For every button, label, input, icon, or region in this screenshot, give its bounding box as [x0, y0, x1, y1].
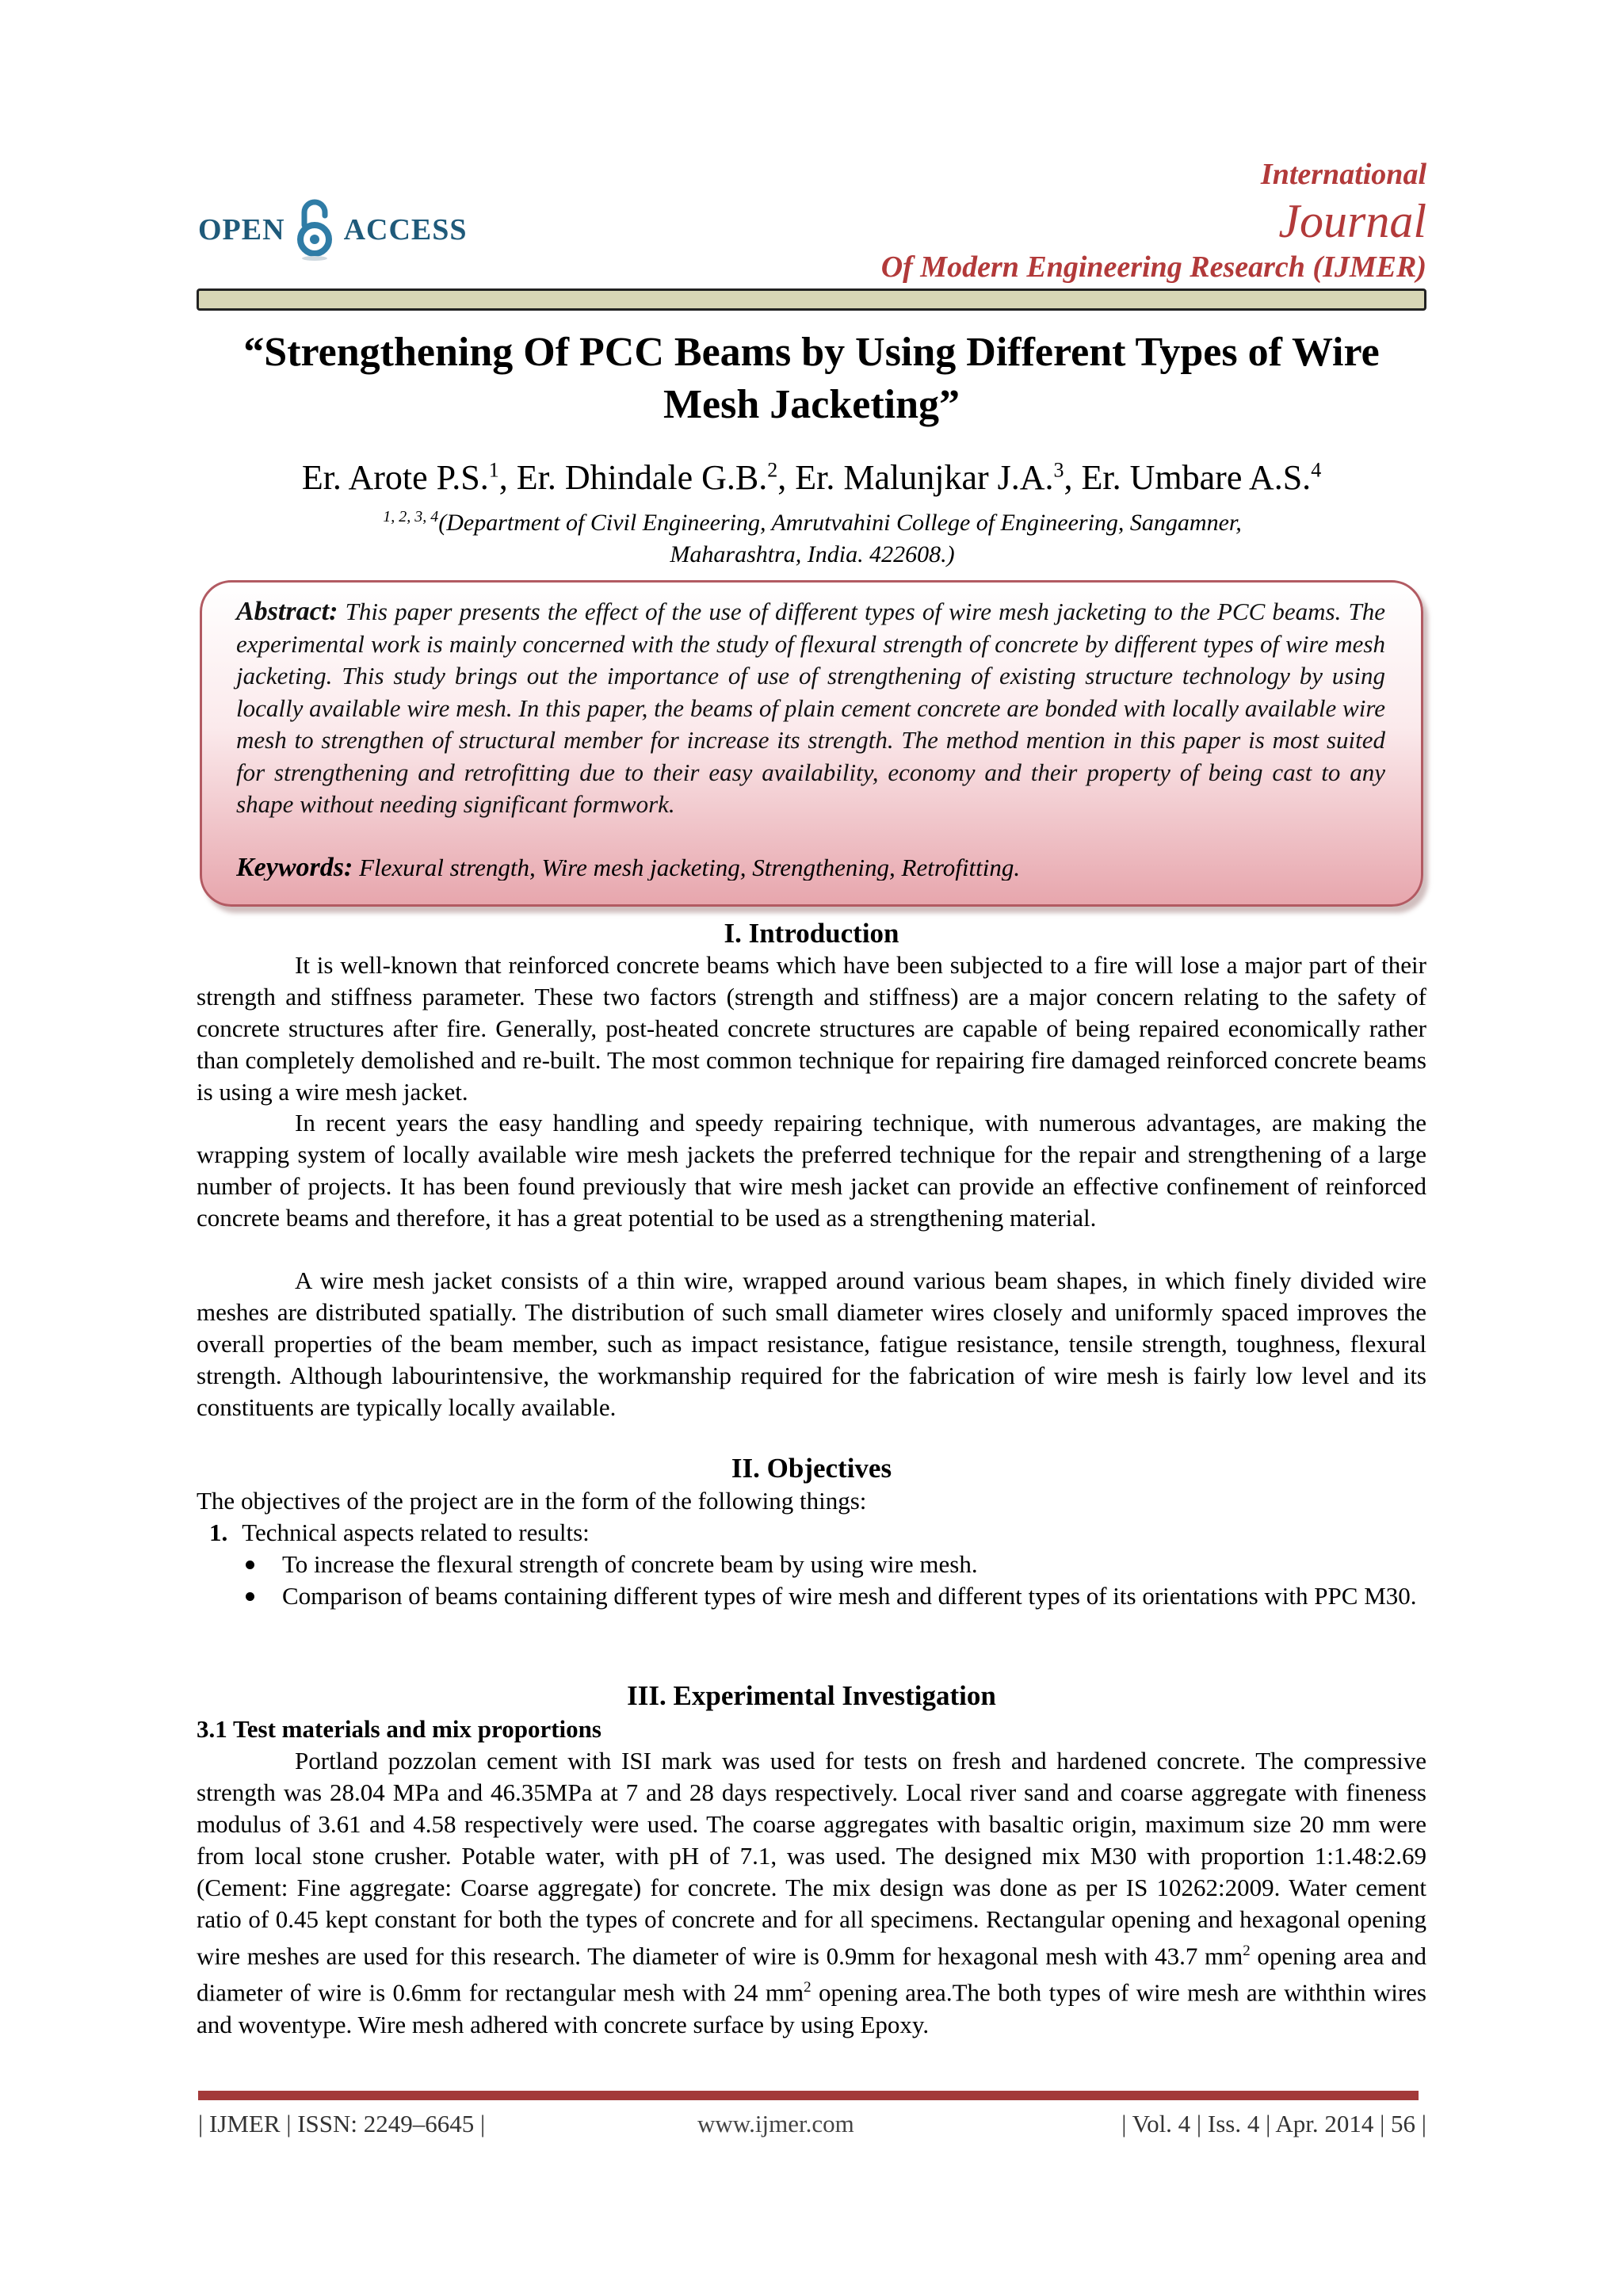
footer-volume-page: | Vol. 4 | Iss. 4 | Apr. 2014 | 56 | — [1121, 2110, 1426, 2137]
experimental-paragraph-text-a: Portland pozzolan cement with ISI mark was used for tests on fresh and hardened concrete. The compressive strength was 28.04 MPa and 46.35MPa at 7 and 28 days respectively. Local river sand and coarse aggregate with fineness modulus of 3.61 and 4.58 respectively were used. The coarse aggregates with basaltic origin, maximum size 20 mm were from local stone crusher. Potable water, with pH of 7.1, was used. The designed mix M30 with proportion 1:1.48:2.69 (Cement: Fine aggregate: Coarse aggregate) for concrete. The mix design was done as per IS 10262:2009. Water cement ratio of 0.45 kept constant for both the types of concrete and for all specimens. Rectangular opening and hexagonal opening wire meshes are used for this research. The diameter of wire is 0.9mm for hexagonal mesh with 43.7 mm — [197, 1747, 1426, 1970]
author-list: Er. Arote P.S.$^1$, Er. Dhindale G.B.$^2$, Er. Malunjkar J.A.$^3$, Er. Umbare A.S.$^4$ — [301, 458, 1322, 497]
intro-paragraph-2-text: In recent years the easy handling and speedy repairing technique, with numerous advantages, are making the wrapping system of locally available wire mesh jackets the preferred technique for the repair and strengthening of a large number of projects. It has been found previously that wire mesh jacket can provide an effective confinement of reinforced concrete beams and therefore, it has a great potential to be used as a strengthening material. — [197, 1109, 1426, 1232]
objectives-item-text: Technical aspects related to results: — [242, 1519, 590, 1546]
intro-paragraph-1-text: It is well-known that reinforced concrete beams which have been subjected to a fire will lose a major part of their strength and stiffness parameter. These two factors (strength and stiffness) are a major concern relating to the safety of concrete structures after fire. Generally, post-heated concrete structures are capable of being repaired economically rather than completely demolished and re-built. The most common technique for repairing fire damaged reinforced concrete beams is using a wire mesh jacket. — [197, 951, 1426, 1106]
footer-divider-bar — [198, 2091, 1419, 2100]
open-access-left-text: OPEN — [198, 213, 285, 246]
experimental-paragraph-text-b: opening area and diameter of wire is 0.6mm for rectangular mesh with 24 mm — [197, 1942, 1427, 2007]
objectives-bullet-1-text: To increase the flexural strength of concrete beam by using wire mesh. — [282, 1550, 978, 1578]
author-sup: 2 — [767, 458, 778, 482]
author-name: Er. Dhindale G.B. — [516, 458, 768, 497]
keywords-label: Keywords: — [236, 853, 353, 881]
journal-line-subtitle: Of Modern Engineering Research (IJMER) — [880, 250, 1426, 284]
superscript: 2 — [804, 1979, 812, 1996]
keywords-text: Flexural strength, Wire mesh jacketing, Strengthening, Retrofitting. — [359, 854, 1021, 881]
abstract — [236, 596, 1385, 821]
journal-line-journal: Journal — [1278, 195, 1426, 247]
bullet-icon — [246, 1561, 254, 1569]
affiliation-sup: 1, 2, 3, 4 — [383, 508, 439, 525]
objectives-numbered-item — [209, 1517, 590, 1549]
intro-paragraph-2 — [197, 1107, 1426, 1234]
paper-title-line-2: Mesh Jacketing” — [663, 382, 960, 427]
author-sup: 4 — [1311, 458, 1322, 482]
affiliation-line-1: (Department of Civil Engineering, Amrutvahini College of Engineering, Sangamner, — [438, 510, 1242, 536]
intro-paragraph-3 — [197, 1265, 1426, 1423]
journal-title-block — [881, 155, 1426, 285]
objectives-bullet-1 — [246, 1549, 1426, 1580]
section-heading-introduction: I. Introduction — [724, 918, 899, 949]
paper-title-line-1: “Strengthening Of PCC Beams by Using Different Types of Wire — [243, 330, 1380, 375]
affiliation — [238, 507, 1387, 571]
open-access-lock-icon — [296, 198, 333, 262]
author-sup: 1 — [488, 458, 499, 482]
section-heading-objectives: II. Objectives — [731, 1453, 892, 1484]
paper-title — [197, 327, 1426, 431]
section-heading-experimental: III. Experimental Investigation — [627, 1680, 996, 1711]
footer-issn: | IJMER | ISSN: 2249–6645 | — [198, 2110, 486, 2137]
abstract-body: This paper presents the effect of the use of different types of wire mesh jacketing to the PCC beams. The experimental work is mainly concerned with the study of flexural strength of concrete by different types of wire mesh jacketing. This study brings out the importance of use of strengthening of existing structure technology by using locally available wire mesh. In this paper, the beams of plain cement concrete are bonded with locally available wire mesh to strengthen of structural member for increase its strength. The method mention in this paper is most suited for strengthening and retrofitting due to their easy availability, economy and their property of being cast to any shape without needing significant formwork. — [236, 598, 1385, 818]
objectives-bullet-2-text: Comparison of beams containing different types of wire mesh and different types of its orientations with PPC M30. — [282, 1582, 1417, 1610]
footer-website-link[interactable]: www.ijmer.com — [697, 2110, 854, 2137]
author-name: Er. Malunjkar J.A. — [795, 458, 1054, 497]
bullet-icon — [246, 1592, 254, 1601]
subsection-heading-materials: 3.1 Test materials and mix proportions — [197, 1715, 601, 1743]
author-name: Er. Umbare A.S. — [1081, 458, 1312, 497]
keywords — [236, 852, 1385, 881]
objectives-bullet-2 — [246, 1580, 1426, 1612]
experimental-paragraph-text-c: opening area.The both types of wire mesh are withthin wires and woventype. Wire mesh adhered with concrete surface by using Epoxy. — [197, 1978, 1426, 2038]
open-access-logo — [198, 194, 468, 266]
objectives-intro: The objectives of the project are in the form of the following things: — [197, 1487, 867, 1515]
author-sup: 3 — [1053, 458, 1064, 482]
intro-paragraph-3-text: A wire mesh jacket consists of a thin wire, wrapped around various beam shapes, in which finely divided wire meshes are distributed spatially. The distribution of such small diameter wires closely and uniformly spaced improves the overall properties of the beam member, such as impact resistance, fatigue resistance, tensile strength, toughness, flexural strength. Although labourintensive, the workmanship required for the fabrication of wire mesh is fairly low level and its constituents are typically locally available. — [197, 1266, 1426, 1421]
abstract-label: Abstract: — [236, 597, 338, 626]
intro-paragraph-1 — [197, 949, 1426, 1108]
journal-line-international: International — [1260, 158, 1426, 191]
open-access-right-text: ACCESS — [343, 213, 468, 246]
superscript: 2 — [1243, 1943, 1251, 1959]
experimental-paragraph-1 — [197, 1745, 1426, 2041]
objectives-item-number: 1. — [209, 1519, 228, 1546]
header-divider-bar — [197, 288, 1426, 311]
author-name: Er. Arote P.S. — [301, 458, 489, 497]
affiliation-line-2: Maharashtra, India. 422608.) — [670, 541, 955, 567]
